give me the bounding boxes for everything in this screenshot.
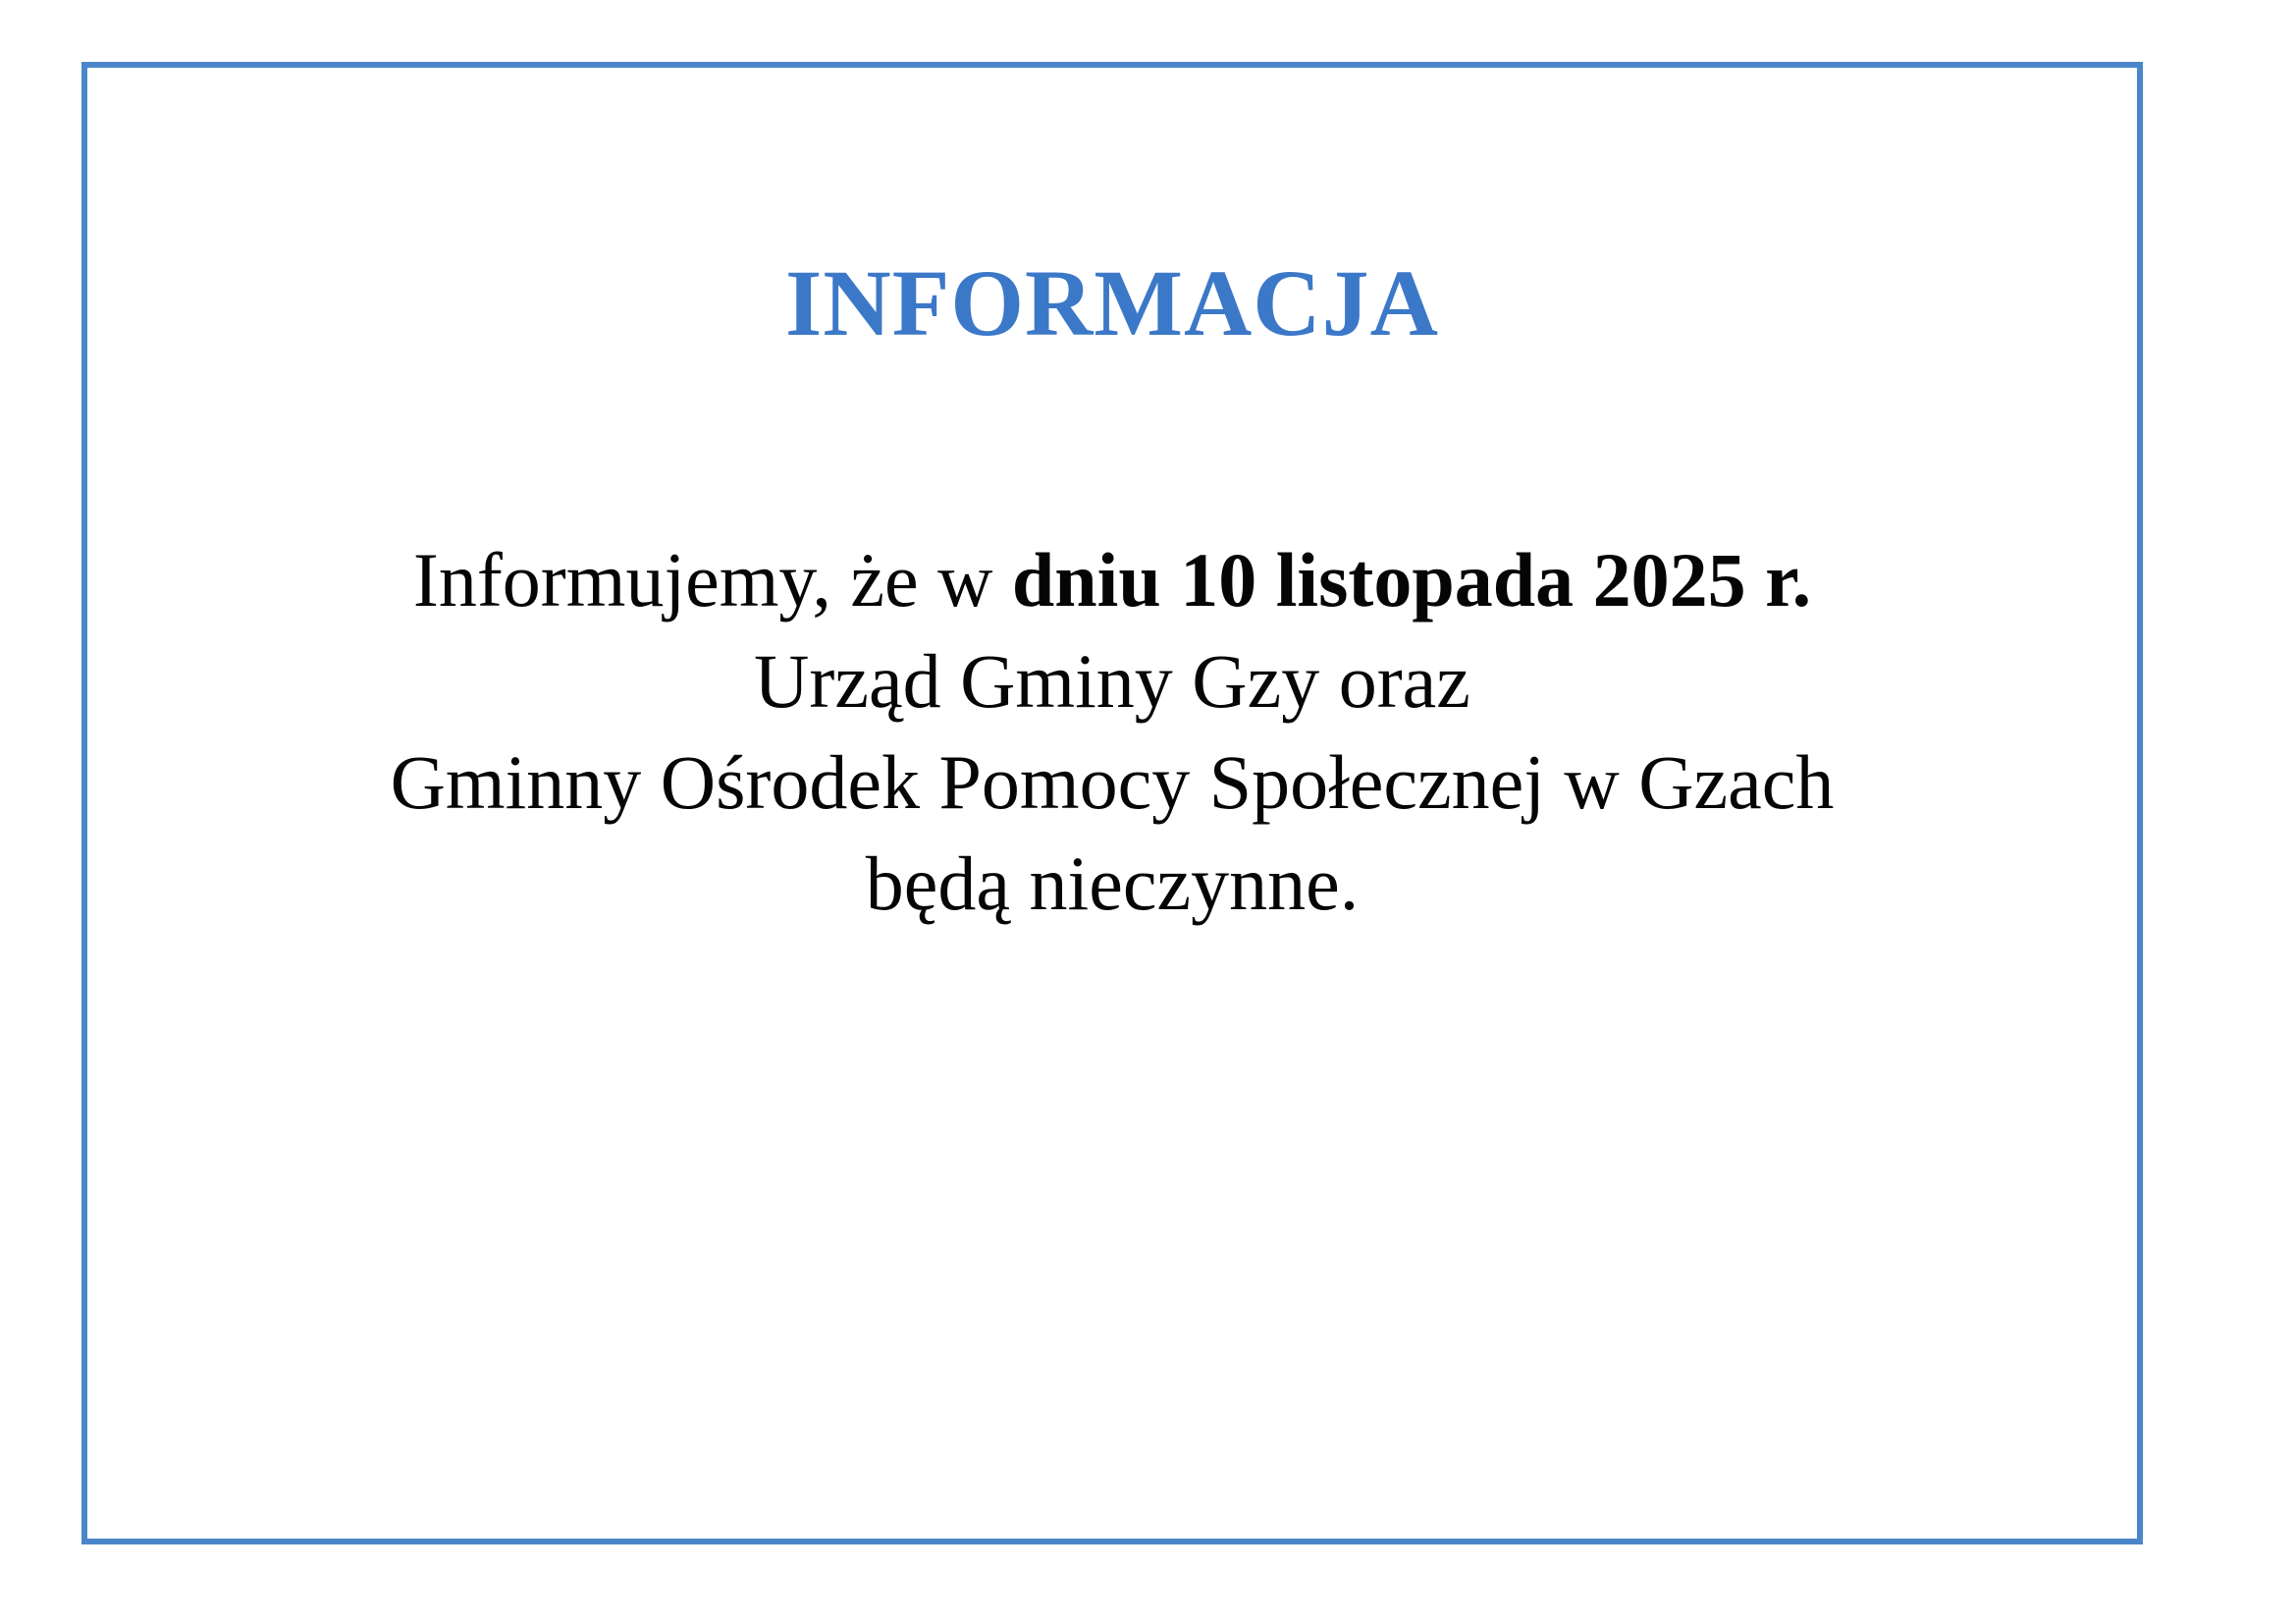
page-title: INFORMACJA: [785, 250, 1439, 355]
notice-line-2: Urząd Gminy Gzy oraz: [754, 637, 1470, 724]
notice-body-text: [205, 530, 2019, 935]
notice-line-1-prefix: Informujemy, że w: [412, 536, 1012, 623]
notice-border-frame: [81, 62, 2143, 1544]
notice-line-4: będą nieczynne.: [865, 839, 1360, 926]
notice-line-3: Gminny Ośrodek Pomocy Społecznej w Gzach: [390, 738, 1835, 825]
notice-line-1: [205, 530, 2019, 631]
notice-line-1-date: dniu 10 listopada 2025 r.: [1011, 536, 1812, 623]
notice-content: [87, 68, 2137, 1539]
